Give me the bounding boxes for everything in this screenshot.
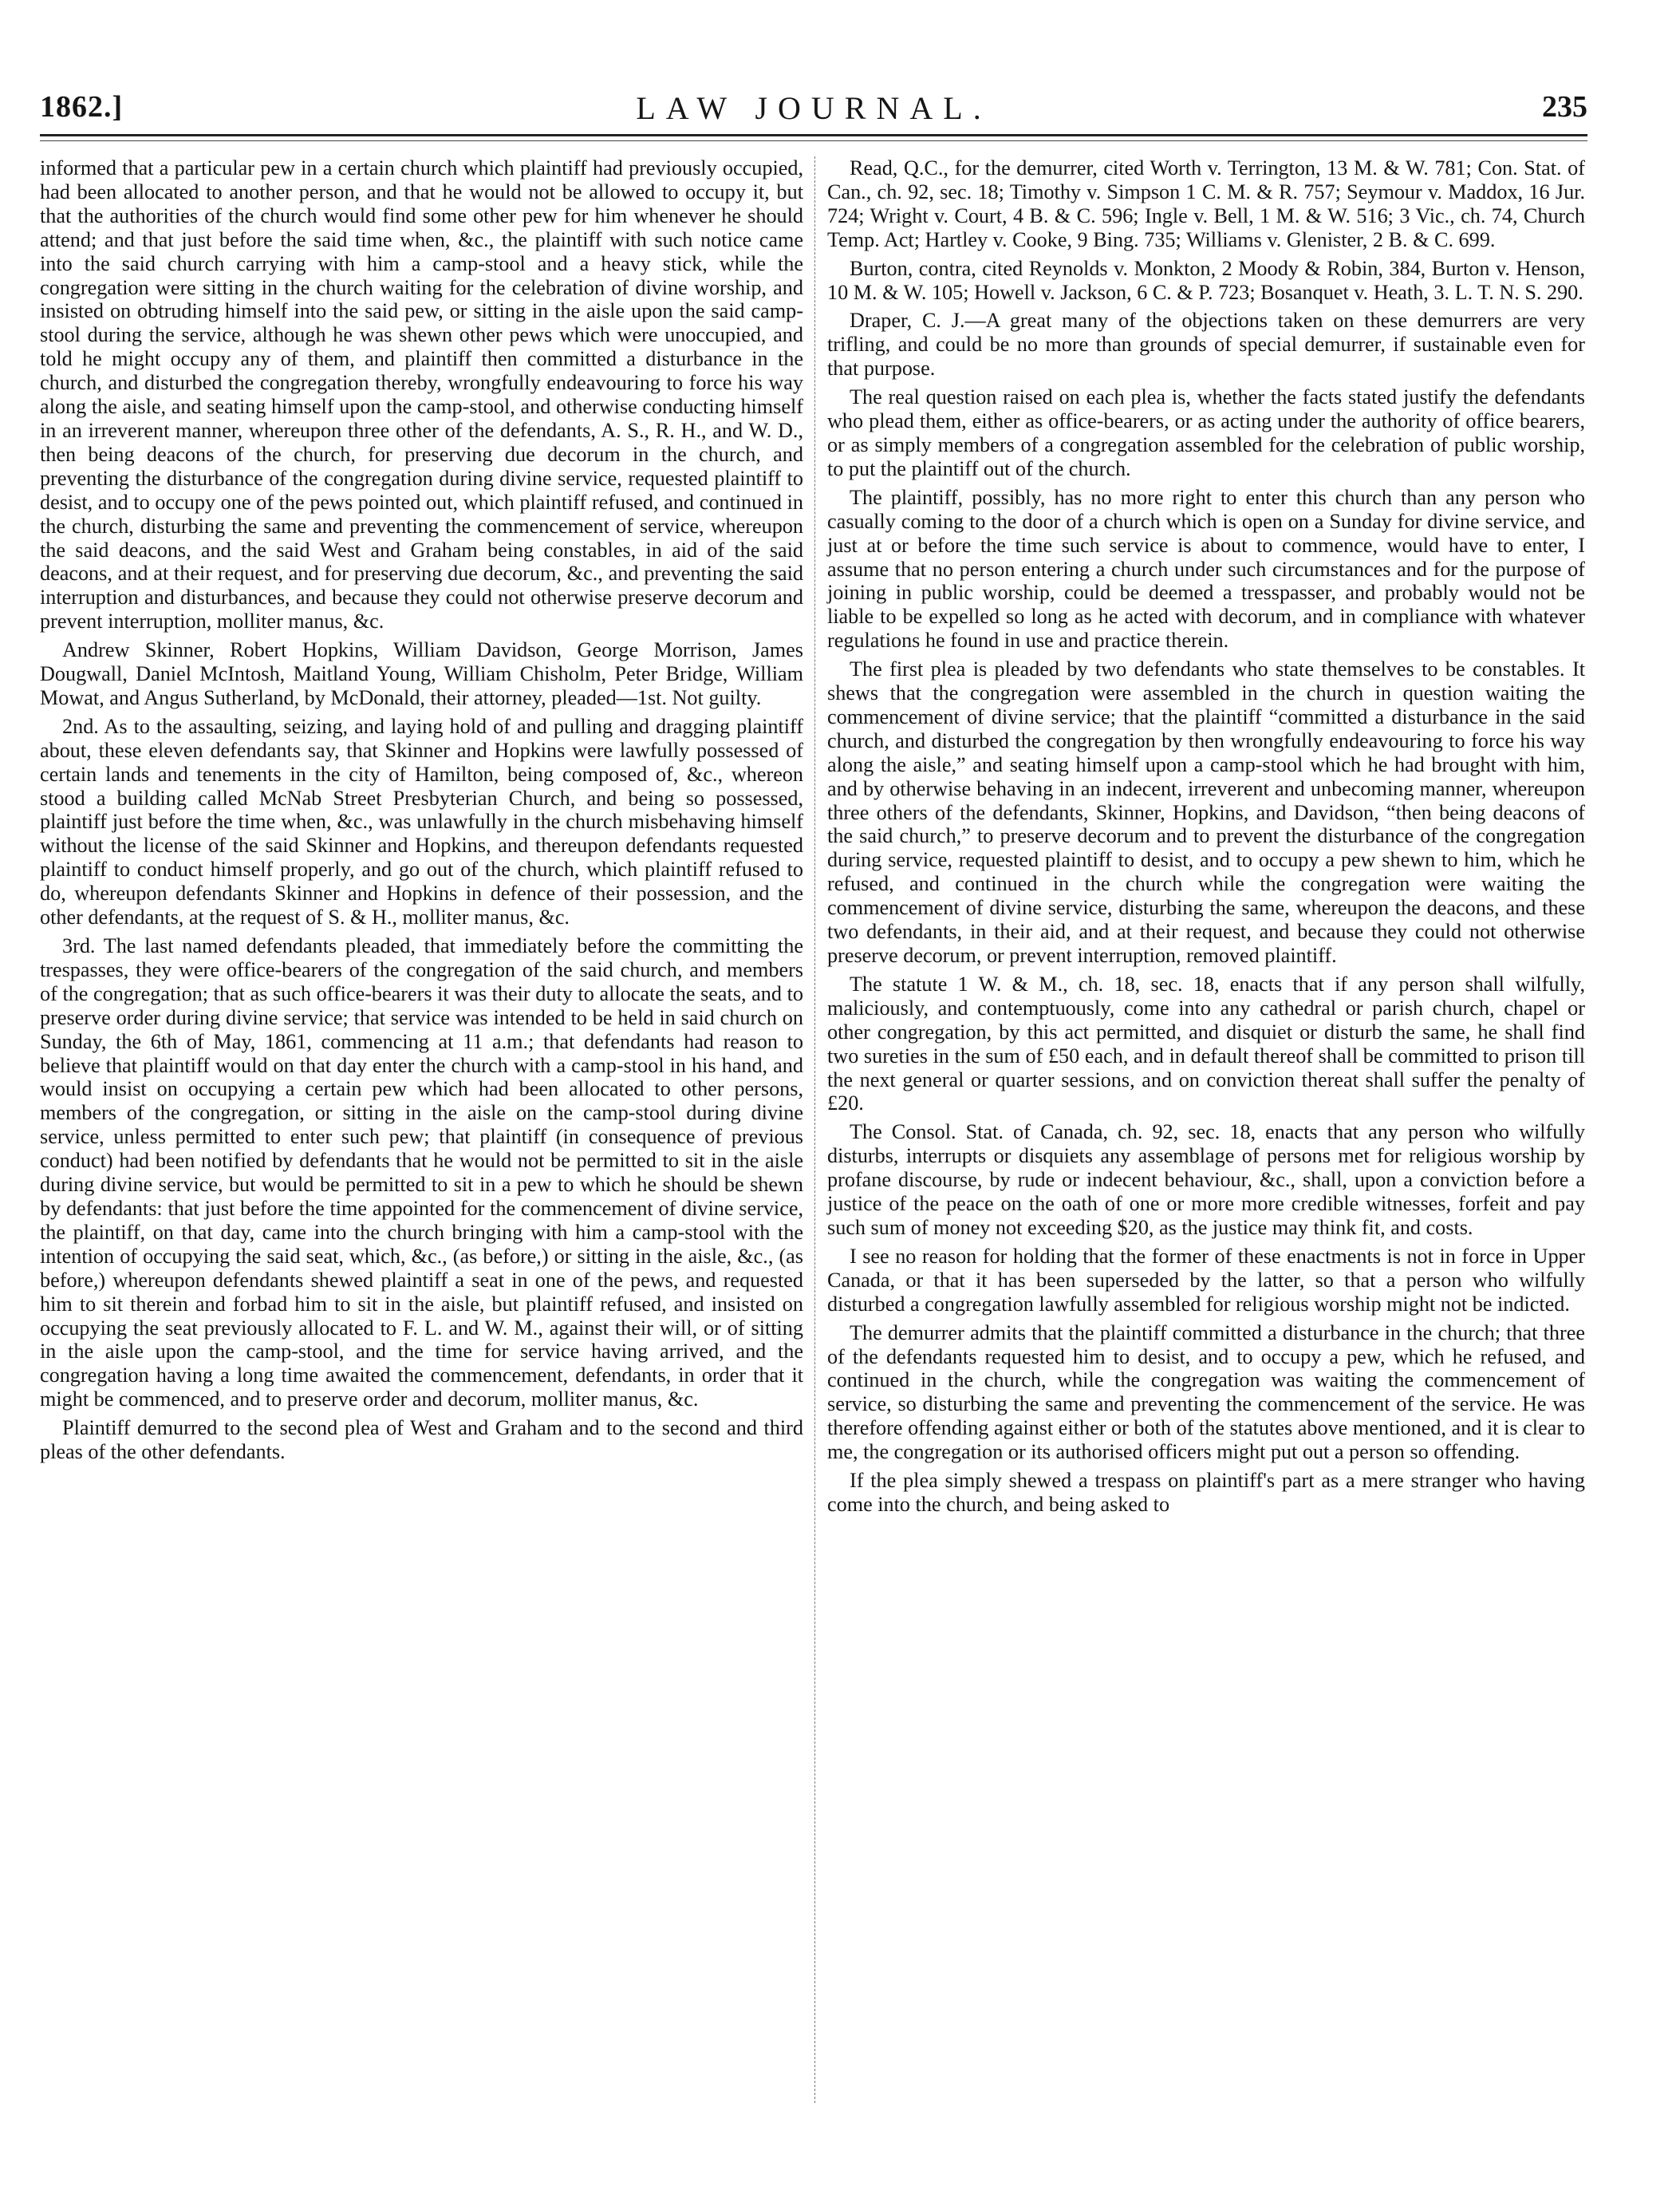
left-column — [40, 156, 803, 1469]
paragraph: Draper, C. J.—A great many of the objections taken on these demurrers are very trifling, and could be no more than grounds of special demurrer, if sustainable even for that purpose. — [827, 309, 1585, 381]
header-year: 1862.] — [40, 90, 124, 124]
journal-title: LAW JOURNAL. — [636, 90, 992, 126]
paragraph: Plaintiff demurred to the second plea of West and Graham and to the second and third pleas of the other defendants. — [40, 1416, 803, 1464]
header-rule — [40, 134, 1587, 136]
paragraph: 3rd. The last named defendants pleaded, that immediately before the committing the trespasses, they were office-bearers of the congregation of the said church, and members of the congregation; that as such office-bearers it was their duty to allocate the seats, and to preserve order during divine service; that service was intended to be held in said church on Sunday, the 6th of May, 1861, commencing at 11 a.m.; that defendants had reason to believe that plaintiff would on that day enter the church with a camp-stool in his hand, and would insist on occupying a certain pew which had been allocated to other persons, members of the congregation, or sitting in the aisle on the camp-stool during divine service, unless permitted to enter such pew; that plaintiff (in consequence of previous conduct) had been notified by defendants that he would not be permitted to sit in the aisle during divine service, but would be permitted to sit in a pew to which he should be shewn by defendants: that just before the time appointed for the commencement of divine service, the plaintiff, on that day, came into the church bringing with him a camp-stool with the intention of occupying the said seat, which, &c., (as before,) or sitting in the aisle, &c., (as before,) whereupon defendants shewed plaintiff a seat in one of the pews, and requested him to sit therein and forbad him to sit in the aisle, but plaintiff refused, and insisted on occupying the seat previously allocated to F. L. and W. M., against their will, or of sitting in the aisle upon the camp-stool, and the time for service having arrived, and the congregation having a long time awaited the commencement, defendants, in order that it might be commenced, and to preserve order and decorum, molliter manus, &c. — [40, 934, 803, 1411]
paragraph: The first plea is pleaded by two defendants who state themselves to be constables. It shews that the congregation were assembled in the church in question waiting the commencement of divine service; that the plaintiff “committed a disturbance in the said church, and disturbed the congregation by then wrongfully endeavouring to force his way along the aisle,” and seating himself upon a camp-stool which he had brought with him, and by otherwise behaving in an indecent, irreverent and unbecoming manner, whereupon three others of the defendants, Skinner, Hopkins, and Davidson, “then being deacons of the said church,” to preserve decorum and to prevent the disturbance of the congregation during service, requested plaintiff to desist, and to occupy a pew shewn to him, which he refused, and continued in the church while the congregation were waiting the commencement of divine service, disturbing the same, whereupon the deacons, and these two defendants, in their aid, and at their request, and because they could not otherwise preserve decorum, or prevent interruption, removed plaintiff. — [827, 657, 1585, 967]
paragraph: Burton, contra, cited Reynolds v. Monkton, 2 Moody & Robin, 384, Burton v. Henson, 10 M. & W. 105; Howell v. Jackson, 6 C. & P. 723; Bosanquet v. Heath, 3. L. T. N. S. 290. — [827, 256, 1585, 304]
header-rule-thin — [40, 140, 1587, 141]
paragraph: The demurrer admits that the plaintiff committed a disturbance in the church; that three of the defendants requested him to desist, and to occupy a pew, which he refused, and continued in the church, while the congregation was waiting the commencement of service, so disturbing the same and preventing the commencement of the service. He was therefore offending against either or both of the statutes above mentioned, and it is clear to me, the congregation or its authorised officers might put out a person so offending. — [827, 1320, 1585, 1464]
paragraph: informed that a particular pew in a certain church which plaintiff had previously occupied, had been allocated to another person, and that he would not be allowed to occupy it, but that the authorities of the church would find some other pew for him whenever he should attend; and that just before the said time when, &c., the plaintiff with such notice came into the said church carrying with him a camp-stool and a heavy stick, while the congregation were sitting in the church waiting for the celebration of divine worship, and insisted on obtruding himself into the said pew, or sitting in the aisle upon the said camp-stool during the service, although he was shewn other pews which were unoccupied, and told he might occupy any of them, and plaintiff then committed a disturbance in the church, and disturbed the congregation thereby, wrongfully endeavouring to force his way along the aisle, and seating himself upon the camp-stool, and otherwise conducting himself in an irreverent manner, whereupon three other of the defendants, A. S., R. H., and W. D., then being deacons of the church, for preserving due decorum in the church, and preventing the disturbance of the congregation during divine service, requested plaintiff to desist, and to occupy one of the pews pointed out, which plaintiff refused, and continued in the church, disturbing the same and preventing the commencement of service, whereupon the said deacons, and the said West and Graham being constables, in aid of the said deacons, and at their request, and for preserving due decorum, &c., and preventing the said interruption and disturbances, and because they could not otherwise preserve decorum and prevent interruption, molliter manus, &c. — [40, 156, 803, 633]
paragraph: The Consol. Stat. of Canada, ch. 92, sec. 18, enacts that any person who wilfully disturbs, interrupts or disquiets any assemblage of persons met for religious worship by profane discourse, by rude or indecent behaviour, &c., shall, upon a conviction before a justice of the peace on the oath of one or more more credible witnesses, forfeit and pay such sum of money not exceeding $20, as the justice may think fit, and costs. — [827, 1120, 1585, 1239]
paragraph: The plaintiff, possibly, has no more right to enter this church than any person who casually coming to the door of a church which is open on a Sunday for divine service, and just at or before the time such service is about to commence, would have to enter, I assume that no person entering a church under such circumstances and for the purpose of joining in public worship, could be deemed a tresspasser, and probably would not be liable to be expelled so long as he acted with decorum, and in compliance with whatever regulations he found in use and practice therein. — [827, 485, 1585, 653]
paragraph: If the plea simply shewed a trespass on plaintiff's part as a mere stranger who having come into the church, and being asked to — [827, 1469, 1585, 1516]
paragraph: The statute 1 W. & M., ch. 18, sec. 18, enacts that if any person shall wilfully, maliciously, and contemptuously, come into any cathedral or parish church, chapel or other congregation, by this act permitted, and disquiet or disturb the same, he shall find two sureties in the sum of £50 each, and in default thereof shall be committed to prison till the next general or quarter sessions, and on conviction thereat shall suffer the penalty of £20. — [827, 972, 1585, 1115]
paragraph: Andrew Skinner, Robert Hopkins, William Davidson, George Morrison, James Dougwall, Daniel McIntosh, Maitland Young, William Chisholm, Peter Bridge, William Mowat, and Angus Sutherland, by McDonald, their attorney, pleaded—1st. Not guilty. — [40, 638, 803, 709]
paragraph: 2nd. As to the assaulting, seizing, and laying hold of and pulling and dragging plaintiff about, these eleven defendants say, that Skinner and Hopkins were lawfully possessed of certain lands and tenements in the city of Hamilton, being composed of, &c., whereon stood a building called McNab Street Presbyterian Church, and being so possessed, plaintiff just before the time when, &c., was unlawfully in the church misbehaving himself without the license of the said Skinner and Hopkins, and thereupon defendants requested plaintiff to conduct himself properly, and go out of the church, which plaintiff refused to do, whereupon defendants Skinner and Hopkins in defence of their possession, and the other defendants, at the request of S. & H., molliter manus, &c. — [40, 714, 803, 929]
paragraph: The real question raised on each plea is, whether the facts stated justify the defendants who plead them, either as office-bearers, or as acting under the authority of office bearers, or as simply members of a congregation assembled for the celebration of public worship, to put the plaintiff out of the church. — [827, 385, 1585, 480]
right-column — [827, 156, 1585, 1521]
paragraph: Read, Q.C., for the demurrer, cited Worth v. Terrington, 13 M. & W. 781; Con. Stat. of Can., ch. 92, sec. 18; Timothy v. Simpson 1 C. M. & R. 757; Seymour v. Maddox, 16 Jur. 724; Wright v. Court, 4 B. & C. 596; Ingle v. Bell, 1 M. & W. 516; 3 Vic., ch. 74, Church Temp. Act; Hartley v. Cooke, 9 Bing. 735; Williams v. Glenister, 2 B. & C. 699. — [827, 156, 1585, 251]
running-header — [40, 89, 1587, 153]
paragraph: I see no reason for holding that the former of these enactments is not in force in Upper Canada, or that it has been superseded by the latter, so that a person who wilfully disturbed a congregation lawfully assembled for religious worship might not be indicted. — [827, 1244, 1585, 1316]
column-divider — [814, 156, 815, 2103]
page-number: 235 — [1542, 90, 1587, 124]
